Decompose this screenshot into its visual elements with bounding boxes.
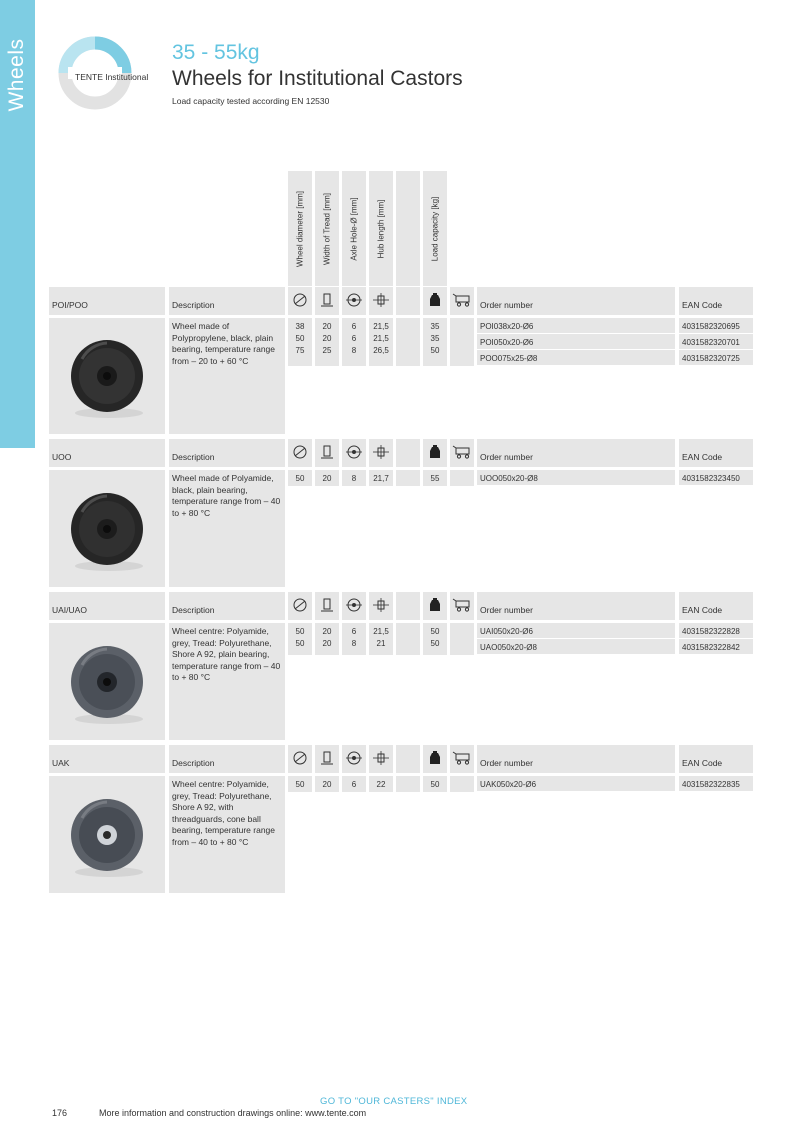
column-hub [369, 470, 393, 486]
ean-code: 4031582320695 [679, 318, 753, 333]
axle-value: 8 [351, 639, 357, 648]
hub-value: 21,7 [373, 474, 389, 483]
diameter-value: 50 [295, 474, 305, 483]
order-number-header: Order number [477, 592, 675, 620]
load-value: 50 [430, 627, 440, 636]
tread-width-icon [318, 598, 336, 614]
column-load [423, 470, 447, 486]
hub-value: 21,5 [373, 322, 389, 331]
order-number[interactable]: UAI050x20-Ø6 [477, 623, 675, 638]
blank-header [396, 745, 420, 773]
column-diameter [288, 318, 312, 366]
footer-info: More information and construction drawings online: www.tente.com [99, 1108, 367, 1118]
trolley-icon [452, 293, 472, 309]
column-load [423, 318, 447, 366]
column-header-axle-hole: Axle Hole-Ø [mm] [342, 171, 366, 286]
column-load [423, 623, 447, 655]
column-hub [369, 776, 393, 792]
wheel-diameter-icon [291, 598, 309, 614]
wheel-diameter-icon [288, 592, 312, 620]
column-axle [342, 623, 366, 655]
column-axle [342, 318, 366, 366]
description-header: Description [169, 592, 285, 620]
series-name: UAK [49, 745, 165, 773]
load-weight-icon [428, 293, 442, 309]
hub-value: 21,5 [373, 627, 389, 636]
tread-value: 20 [322, 627, 332, 636]
column-hub [369, 623, 393, 655]
ean-code: 4031582322828 [679, 623, 753, 638]
axle-hole-icon [345, 445, 363, 461]
column-header-load-capacity: Load capacity [kg] [423, 171, 447, 286]
wheel-image [62, 484, 152, 574]
load-weight-icon [423, 439, 447, 467]
hub-value: 21 [376, 639, 386, 648]
order-number-header: Order number [477, 287, 675, 315]
hub-length-icon [372, 445, 390, 461]
product-description: Wheel centre: Polyamide, grey, Tread: Polyurethane, Shore A 92, with threadguards, cone ball bearing, temperature range from – 40 to + 80 °C [169, 776, 285, 893]
axle-value: 6 [351, 322, 357, 331]
column-blank [396, 470, 420, 486]
column-header-wheel-diameter: Wheel diameter [mm] [288, 171, 312, 286]
load-value: 50 [430, 780, 440, 789]
load-weight-icon [428, 751, 442, 767]
axle-hole-icon [345, 598, 363, 614]
ean-code-header: EAN Code [679, 439, 753, 467]
description-header: Description [169, 287, 285, 315]
wheel-diameter-icon [291, 293, 309, 309]
product-image [49, 318, 165, 434]
hub-length-icon [369, 592, 393, 620]
axle-hole-icon [345, 751, 363, 767]
blank-header [396, 592, 420, 620]
tread-value: 20 [322, 780, 332, 789]
load-value: 35 [430, 322, 440, 331]
column-blank [396, 776, 420, 792]
column-trolley [450, 623, 474, 655]
axle-hole-icon [345, 293, 363, 309]
description-header: Description [169, 439, 285, 467]
column-trolley [450, 470, 474, 486]
casters-index-link[interactable]: GO TO "OUR CASTERS" INDEX [320, 1096, 468, 1107]
series-name: UAI/UAO [49, 592, 165, 620]
order-number[interactable]: UOO050x20-Ø8 [477, 470, 675, 485]
load-value: 50 [430, 346, 440, 355]
axle-hole-icon [342, 439, 366, 467]
description-header: Description [169, 745, 285, 773]
column-diameter [288, 470, 312, 486]
order-number[interactable]: POI050x20-Ø6 [477, 334, 675, 349]
ean-code: 4031582322842 [679, 639, 753, 654]
order-number[interactable]: POI038x20-Ø6 [477, 318, 675, 333]
column-axle [342, 470, 366, 486]
series-name: POI/POO [49, 287, 165, 315]
trolley-icon [450, 592, 474, 620]
product-image [49, 776, 165, 893]
axle-value: 8 [351, 474, 357, 483]
logo-text: TENTE Institutional [75, 72, 149, 82]
wheel-image [62, 331, 152, 421]
diameter-value: 75 [295, 346, 305, 355]
wheel-diameter-icon [288, 745, 312, 773]
page-title-range: 35 - 55kg [172, 41, 260, 64]
page-title: Wheels for Institutional Castors [172, 67, 463, 90]
column-blank [396, 623, 420, 655]
tread-width-icon [315, 287, 339, 315]
column-blank [396, 318, 420, 366]
trolley-icon [452, 751, 472, 767]
column-axle [342, 776, 366, 792]
axle-hole-icon [342, 745, 366, 773]
hub-length-icon [369, 287, 393, 315]
page-subtitle: Load capacity tested according EN 12530 [172, 96, 330, 106]
ean-code-header: EAN Code [679, 745, 753, 773]
column-diameter [288, 776, 312, 792]
load-weight-icon [423, 592, 447, 620]
trolley-icon [452, 445, 472, 461]
order-number-header: Order number [477, 745, 675, 773]
axle-value: 6 [351, 627, 357, 636]
blank-header [396, 439, 420, 467]
wheel-diameter-icon [291, 751, 309, 767]
product-image [49, 623, 165, 740]
ean-code: 4031582320701 [679, 334, 753, 349]
diameter-value: 38 [295, 322, 305, 331]
column-header-blank [396, 171, 420, 286]
diameter-value: 50 [295, 639, 305, 648]
wheel-image [62, 637, 152, 727]
wheel-diameter-icon [291, 445, 309, 461]
column-trolley [450, 318, 474, 366]
product-image [49, 470, 165, 587]
column-tread [315, 470, 339, 486]
column-trolley [450, 776, 474, 792]
hub-length-icon [372, 293, 390, 309]
ean-code: 4031582323450 [679, 470, 753, 485]
axle-hole-icon [342, 592, 366, 620]
ean-code-header: EAN Code [679, 592, 753, 620]
axle-value: 8 [351, 346, 357, 355]
load-weight-icon [428, 445, 442, 461]
hub-length-icon [369, 745, 393, 773]
trolley-icon [452, 598, 472, 614]
diameter-value: 50 [295, 780, 305, 789]
series-name: UOO [49, 439, 165, 467]
tread-value: 25 [322, 346, 332, 355]
ean-code: 4031582322835 [679, 776, 753, 791]
axle-value: 6 [351, 780, 357, 789]
product-description: Wheel made of Polypropylene, black, plain bearing, temperature range from – 20 to + 60 °C [169, 318, 285, 434]
ean-code-header: EAN Code [679, 287, 753, 315]
order-number-header: Order number [477, 439, 675, 467]
load-weight-icon [423, 745, 447, 773]
product-description: Wheel made of Polyamide, black, plain bearing, temperature range from – 40 to + 80 °C [169, 470, 285, 587]
column-header-tread-width: Width of Tread [mm] [315, 171, 339, 286]
tread-value: 20 [322, 474, 332, 483]
diameter-value: 50 [295, 627, 305, 636]
tread-width-icon [315, 592, 339, 620]
tread-value: 20 [322, 322, 332, 331]
tread-value: 20 [322, 639, 332, 648]
product-description: Wheel centre: Polyamide, grey, Tread: Polyurethane, Shore A 92, plain bearing, temperature range from – 40 to + 80 °C [169, 623, 285, 740]
load-value: 55 [430, 474, 440, 483]
hub-length-icon [369, 439, 393, 467]
column-tread [315, 318, 339, 366]
tread-width-icon [318, 293, 336, 309]
trolley-icon [450, 287, 474, 315]
hub-value: 21,5 [373, 334, 389, 343]
wheel-diameter-icon [288, 439, 312, 467]
diameter-value: 50 [295, 334, 305, 343]
hub-length-icon [372, 598, 390, 614]
column-load [423, 776, 447, 792]
column-tread [315, 776, 339, 792]
order-number[interactable]: UAO050x20-Ø8 [477, 639, 675, 654]
load-weight-icon [423, 287, 447, 315]
tread-width-icon [315, 745, 339, 773]
load-weight-icon [428, 598, 442, 614]
page-number: 176 [52, 1108, 68, 1118]
tread-width-icon [318, 751, 336, 767]
blank-header [396, 287, 420, 315]
hub-length-icon [372, 751, 390, 767]
wheel-image [62, 790, 152, 880]
trolley-icon [450, 745, 474, 773]
ean-code: 4031582320725 [679, 350, 753, 365]
tread-width-icon [315, 439, 339, 467]
hub-value: 26,5 [373, 346, 389, 355]
axle-value: 6 [351, 334, 357, 343]
column-header-hub-length: Hub length [mm] [369, 171, 393, 286]
column-diameter [288, 623, 312, 655]
tread-width-icon [318, 445, 336, 461]
trolley-icon [450, 439, 474, 467]
wheel-diameter-icon [288, 287, 312, 315]
order-number[interactable]: POO075x25-Ø8 [477, 350, 675, 365]
order-number[interactable]: UAK050x20-Ø6 [477, 776, 675, 791]
column-hub [369, 318, 393, 366]
side-tab-label: Wheels [5, 38, 28, 112]
hub-value: 22 [376, 780, 386, 789]
column-tread [315, 623, 339, 655]
tread-value: 20 [322, 334, 332, 343]
load-value: 50 [430, 639, 440, 648]
axle-hole-icon [342, 287, 366, 315]
load-value: 35 [430, 334, 440, 343]
side-tab [0, 0, 35, 448]
